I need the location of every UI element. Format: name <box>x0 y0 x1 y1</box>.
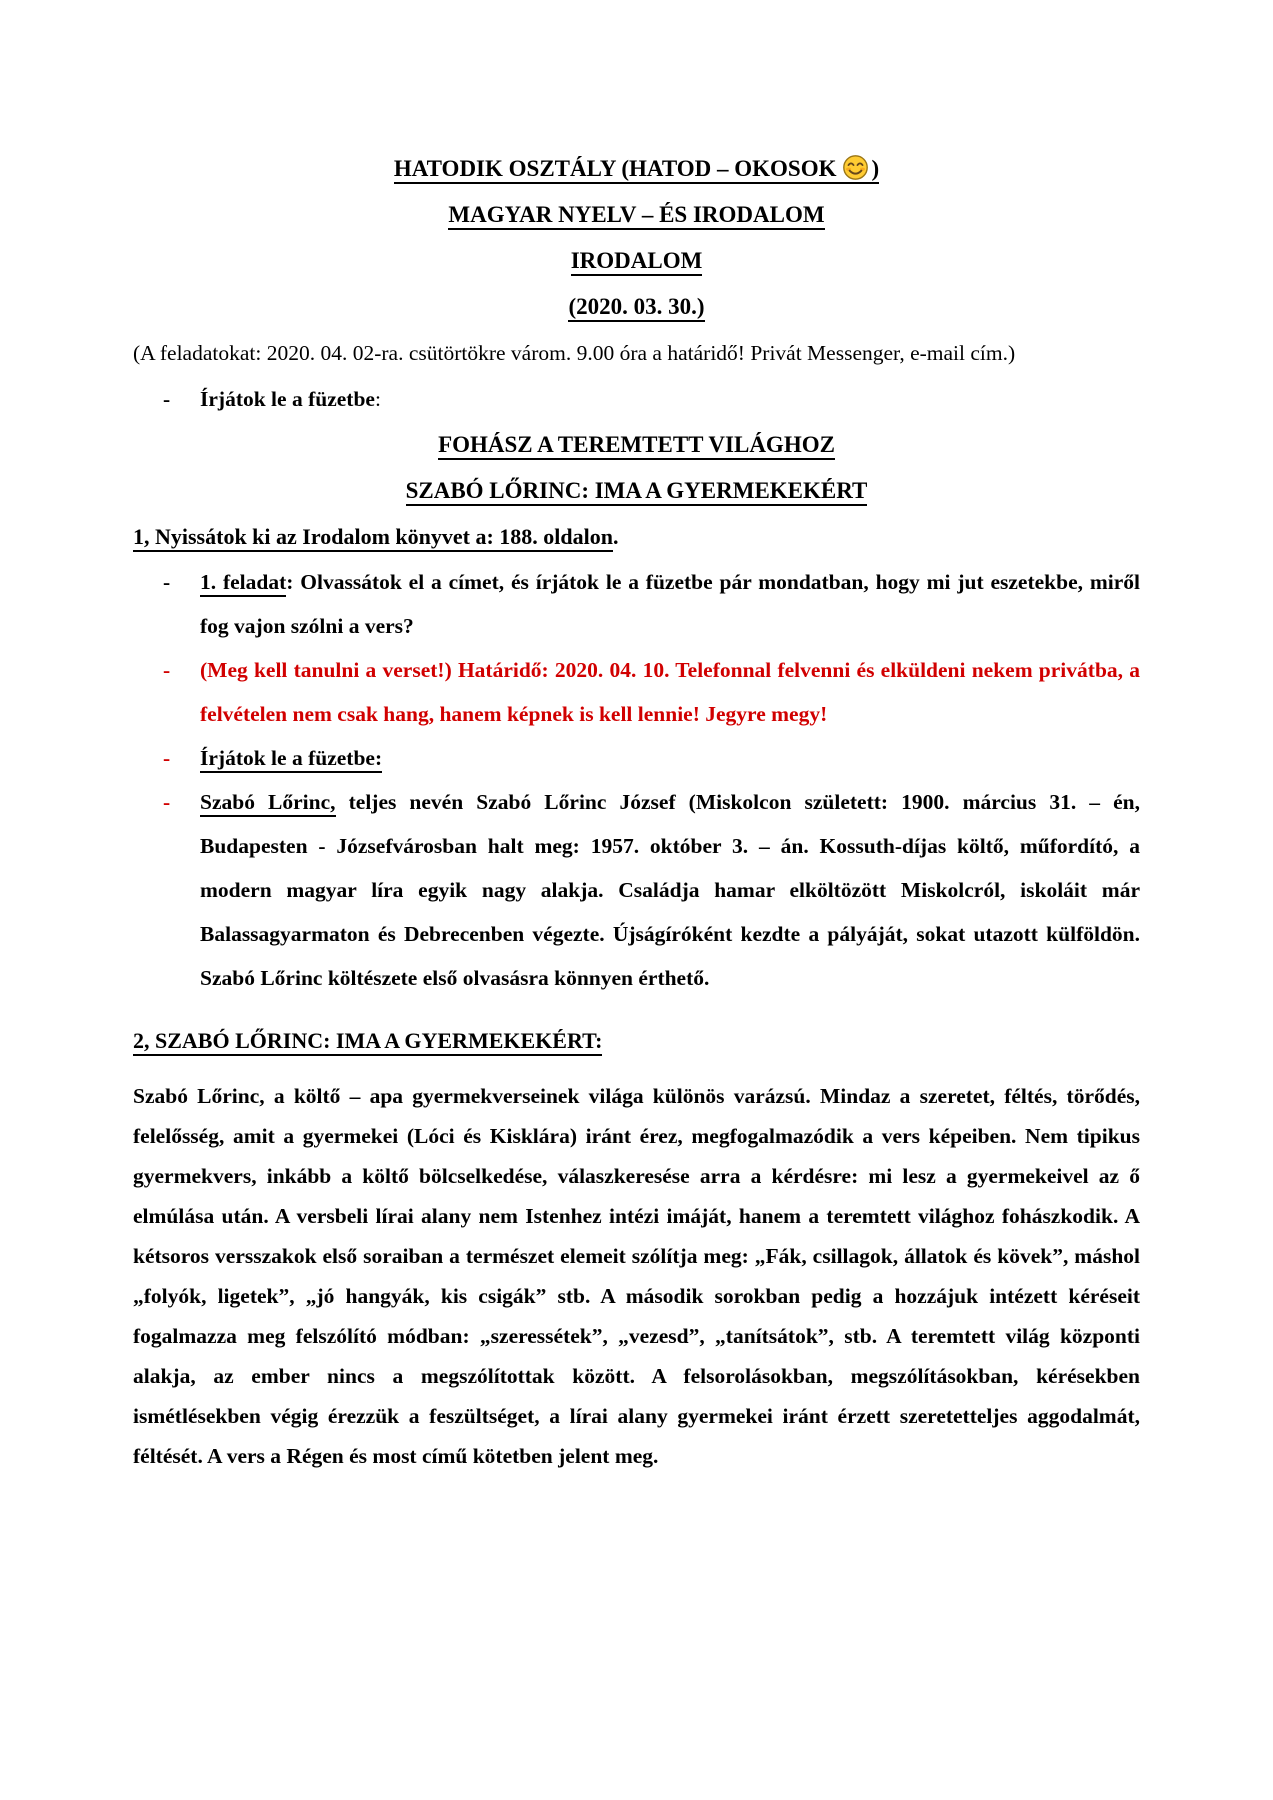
task1-text: Olvassátok el a címet, és írjátok le a füzetbe pár mondatban, hogy mi jut eszetekbe, miről fog vajon szólni a vers? <box>200 570 1140 638</box>
bullet-dash: - <box>163 746 171 770</box>
doc-title-line2-text: MAGYAR NYELV – ÉS IRODALOM <box>448 202 824 230</box>
poem-title-heading <box>133 422 1140 468</box>
doc-title-line3-text: IRODALOM <box>571 248 703 276</box>
warning-text: (Meg kell tanulni a verset!) Határidő: 2020. 04. 10. Telefonnal felvenni és elküldeni nekem privátba, a felvételen nem csak hang, hanem képnek is kell lennie! Jegyre megy! <box>200 658 1140 726</box>
section2-paragraph: Szabó Lőrinc, a költő – apa gyermekverseinek világa különös varázsú. Mindaz a szeretet, féltés, törődés, felelősség, amit a gyermekei (Lóci és Kisklára) iránt érez, megfogalmazódik a vers képeiben. Nem tipikus gyermekvers, inkább a költő bölcselkedése, válaszkeresése arra a kérdésre: mi lesz a gyermekeivel az ő elmúlása után. A versbeli lírai alany nem Istenhez intézi imáját, hanem a teremtett világhoz fohászkodik. A kétsoros versszakok első soraiban a természet elemeit szólítja meg: „Fák, csillagok, állatok és kövek”, máshol „folyók, ligetek”, „jó hangyák, kis csigák” stb. A második sorokban pedig a hozzájuk intézett kéréseit fogalmazza meg felszólító módban: „szeressétek”, „vezesd”, „tanítsátok”, stb. A teremtett világ központi alakja, az ember nincs a megszólítottak között. A felsorolásokban, megszólításokban, kérésekben ismétlésekben végig érezzük a feszültséget, a lírai alany gyermekei iránt érzett szeretetteljes aggodalmát, féltését. A vers a Régen és most című kötetben jelent meg. <box>133 1084 1140 1468</box>
doc-title-line1-underline <box>394 156 879 184</box>
biography-lead: Szabó Lőrinc, <box>200 790 336 817</box>
task1-sep: : <box>286 570 301 594</box>
poet-title-text: SZABÓ LŐRINC: IMA A GYERMEKEKÉRT <box>406 478 868 506</box>
section1-heading <box>133 514 1140 560</box>
bullet-write-down <box>133 736 1140 780</box>
doc-title-date: (2020. 03. 30.) <box>568 294 704 322</box>
intro-bullet-label: Írjátok le a füzetbe <box>200 387 375 411</box>
doc-title-line1-close: ) <box>871 156 880 181</box>
bullet-dash: - <box>163 790 171 814</box>
deadline-note: (A feladatokat: 2020. 04. 02-ra. csütörtökre várom. 9.00 óra a határidő! Privát Messenger, e-mail cím.) <box>133 341 1016 365</box>
bullet-dash: - <box>163 387 171 411</box>
bullet-dash: - <box>163 658 171 682</box>
poet-title-heading <box>133 468 1140 514</box>
biography-text: teljes nevén Szabó Lőrinc József (Miskolcon született: 1900. március 31. – én, Budapesten - Józsefvárosban halt meg: 1957. október 3. – án. Kossuth-díjas költő, műfordító, a modern magyar líra egyik nagy alakja. Családja hamar elköltözött Miskolcról, iskoláit már Balassagyarmaton és Debrecenben végezte. Újságíróként kezdte a pályáját, sokat utazott külföldön. Szabó Lőrinc költészete első olvasásra könnyen érthető. <box>200 790 1140 990</box>
bullet-task1 <box>133 560 1140 648</box>
bullet-dash: - <box>163 570 171 594</box>
doc-title-line2 <box>133 192 1140 238</box>
bullet-biography <box>133 780 1140 1000</box>
intro-bullet-colon: : <box>374 387 381 411</box>
intro-bullet <box>133 376 1140 422</box>
poem-title-text: FOHÁSZ A TEREMTETT VILÁGHOZ <box>438 432 835 460</box>
doc-title-line1-text: HATODIK OSZTÁLY (HATOD – OKOSOK <box>393 156 837 181</box>
doc-title-line3 <box>133 238 1140 284</box>
task1-lead: 1. feladat <box>200 570 286 597</box>
section1-heading-underlined: 1, Nyissátok ki az Irodalom könyvet a: 188. oldalon <box>133 524 613 552</box>
doc-title-line1 <box>133 146 1140 192</box>
doc-title-line4 <box>133 284 1140 330</box>
section2-heading <box>133 1018 1140 1064</box>
section1-heading-tail: . <box>612 524 619 549</box>
write-down-lead: Írjátok le a füzetbe: <box>200 746 382 773</box>
bullet-warning <box>133 648 1140 736</box>
smiling-face-icon <box>842 154 869 181</box>
section2-heading-text: 2, SZABÓ LŐRINC: IMA A GYERMEKEKÉRT: <box>133 1028 602 1056</box>
